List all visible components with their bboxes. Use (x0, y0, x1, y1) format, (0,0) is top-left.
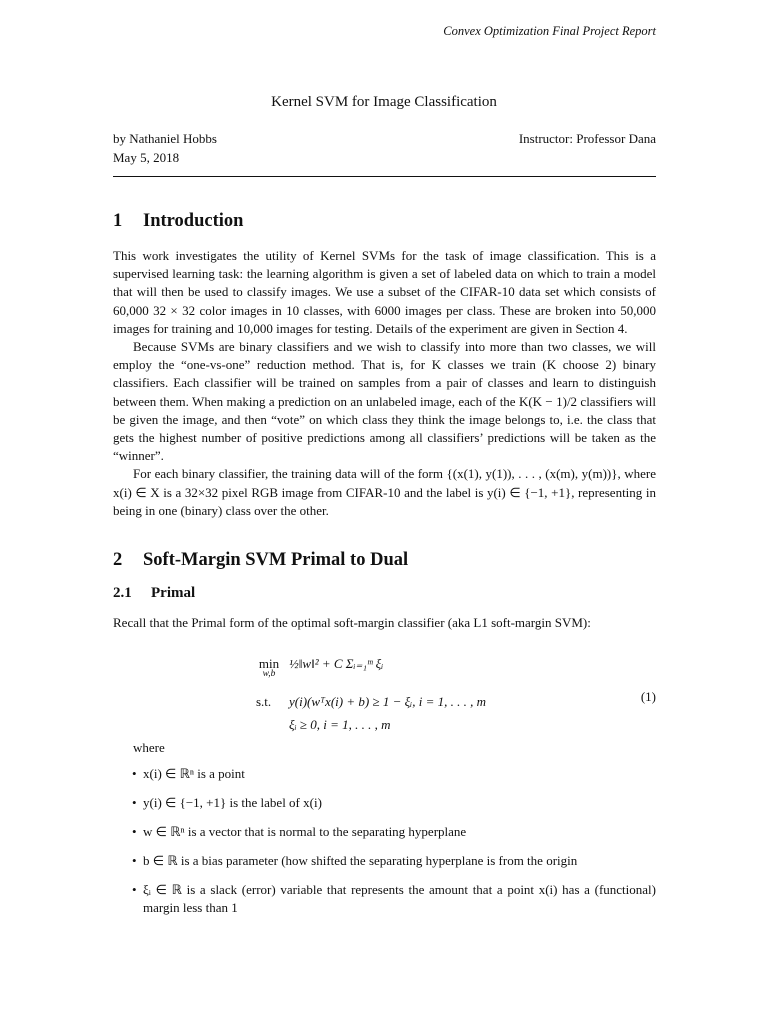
date-line: May 5, 2018 (113, 150, 180, 165)
constraint-margin: y(i)(wᵀx(i) + b) ≥ 1 − ξᵢ, i = 1, . . . , m (289, 694, 487, 709)
bullet-icon: • (132, 795, 137, 810)
symbol-definitions-list (113, 765, 656, 928)
running-head: Convex Optimization Final Project Report (443, 24, 656, 38)
header-rule (113, 176, 656, 177)
section-title: Soft-Margin SVM Primal to Dual (143, 550, 409, 570)
subsection-heading-primal (113, 585, 195, 602)
bullet-icon: • (132, 882, 137, 897)
equation-number: (1) (640, 689, 656, 704)
section-heading-introduction (113, 211, 243, 232)
subsection-number: 2.1 (113, 585, 132, 601)
constraint-slack: ξᵢ ≥ 0, i = 1, . . . , m (289, 717, 391, 732)
bullet-icon: • (132, 853, 137, 868)
introduction-body (113, 247, 656, 520)
list-item: • y(i) ∈ {−1, +1} is the label of x(i) (132, 795, 322, 810)
objective-expression: ½‖w‖² + C Σᵢ₌₁ᵐ ξᵢ (289, 656, 384, 671)
constraint-label: s.t. (256, 694, 272, 709)
instructor-line: Instructor: Professor Dana (518, 131, 656, 146)
section-number: 2 (113, 550, 123, 570)
primal-intro-text: Recall that the Primal form of the optimal soft-margin classifier (aka L1 soft-margin SVM): (113, 615, 591, 630)
list-item: • x(i) ∈ ℝⁿ is a point (132, 766, 245, 781)
author-line: by Nathaniel Hobbs (113, 131, 217, 146)
section-heading-primal-to-dual (113, 550, 408, 571)
where-label: where (133, 740, 165, 755)
bullet-icon: • (132, 766, 137, 781)
primal-equation (253, 646, 656, 736)
list-item: • ξᵢ ∈ ℝ is a slack (error) variable that represents the amount that a point x(i) has a (functional) margin less than 1 (132, 882, 656, 915)
paper-meta (113, 129, 656, 167)
paper-title: Kernel SVM for Image Classification (271, 94, 497, 110)
min-operator: min w,b (258, 656, 280, 679)
section-number: 1 (113, 211, 123, 231)
intro-paragraph-1: This work investigates the utility of Kernel SVMs for the task of image classification. This is a supervised learning task: the learning algorithm is given a set of labeled data on which to train a model that will then be used to classify images. We use a subset of the CIFAR-10 data set which consists of 60,000 32 × 32 color images in 10 classes, with 6000 images per class. These are broken into 50,000 images for training and 10,000 images for testing. Details of the experiment are given in Section 4. (113, 248, 656, 336)
list-item: • w ∈ ℝⁿ is a vector that is normal to the separating hyperplane (132, 824, 467, 839)
bullet-icon: • (132, 824, 137, 839)
subsection-title: Primal (151, 585, 196, 601)
intro-paragraph-2: Because SVMs are binary classifiers and we wish to classify into more than two classes, we will employ the “one-vs-one” reduction method. That is, for K classes we train (K choose 2) binary classifiers. Each classifier will be trained on samples from a pair of classes and learn to distinguish between them. When making a prediction on an unlabeled image, each of the K(K − 1)/2 classifiers will be given the image, and then “vote” on which class they think the image belongs to, i.e. the class that gets the highest number of positive predictions among all classifiers’ predictions will be taken as the “winner”. (113, 339, 656, 464)
intro-paragraph-3: For each binary classifier, the training data will of the form {(x(1), y(1)), . . . , (x(m), y(m))}, where x(i) ∈ X is a 32×32 pixel RGB image from CIFAR-10 and the label is y(i) ∈ {−1, +1}, representing in being in one (binary) class over the other. (113, 466, 656, 518)
list-item: • b ∈ ℝ is a bias parameter (how shifted the separating hyperplane is from the origin (132, 853, 578, 868)
section-title: Introduction (143, 211, 244, 231)
